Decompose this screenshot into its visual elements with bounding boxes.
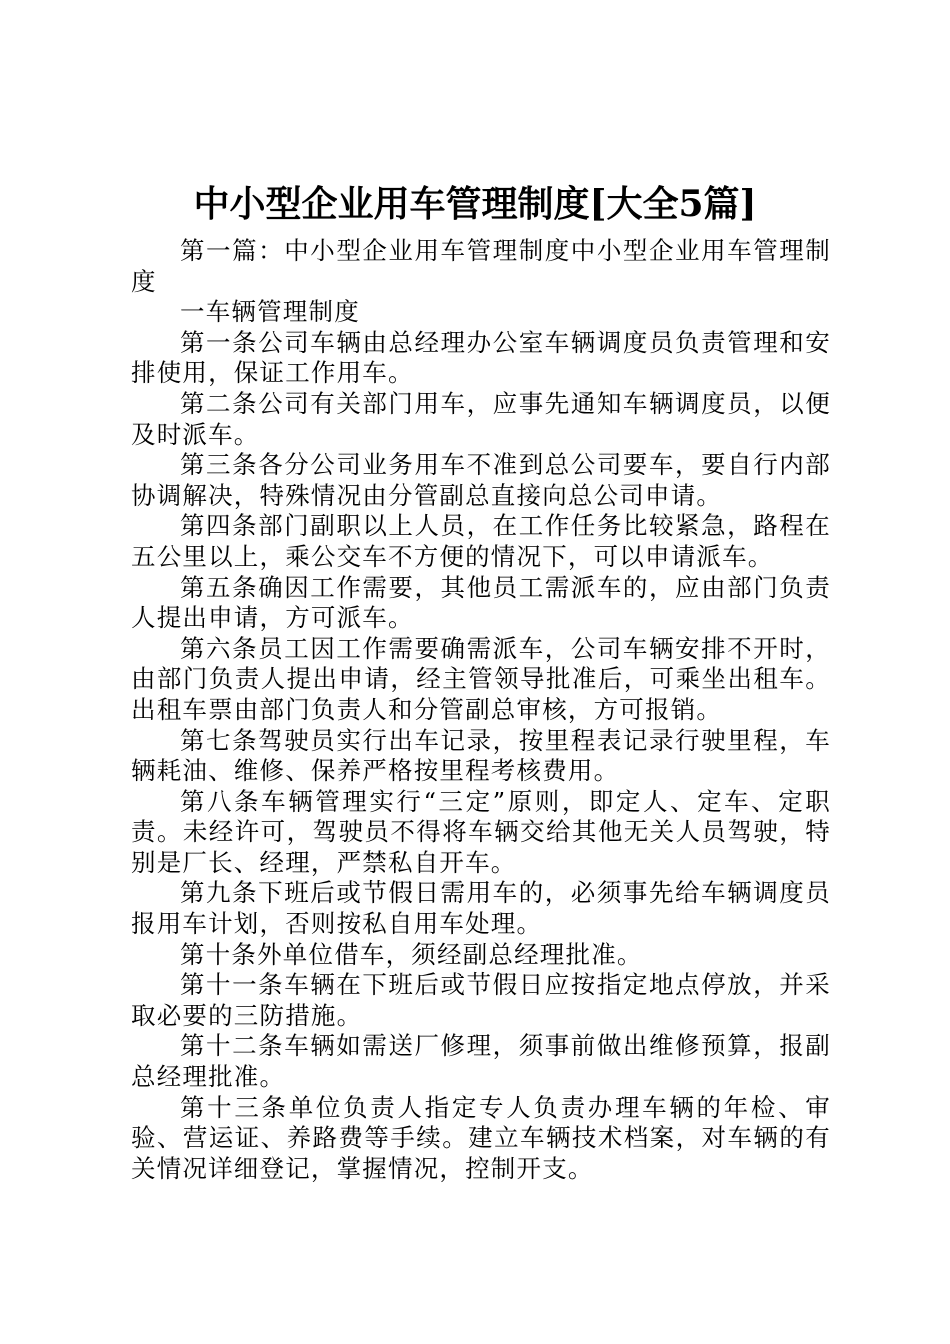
paragraph-article-1: 第一条公司车辆由总经理办公室车辆调度员负责管理和安排使用，保证工作用车。 [131,327,831,388]
paragraph-article-2: 第二条公司有关部门用车，应事先通知车辆调度员，以便及时派车。 [131,388,831,449]
document-body [131,236,831,1184]
paragraph-article-7: 第七条驾驶员实行出车记录，按里程表记录行驶里程，车辆耗油、维修、保养严格按里程考核费用。 [131,725,831,786]
paragraph-article-8: 第八条车辆管理实行“三定”原则，即定人、定车、定职责。未经许可，驾驶员不得将车辆交给其他无关人员驾驶，特别是厂长、经理，严禁私自开车。 [131,786,831,877]
paragraph-article-3: 第三条各分公司业务用车不准到总公司要车，要自行内部协调解决，特殊情况由分管副总直接向总公司申请。 [131,450,831,510]
paragraph-article-11: 第十一条车辆在下班后或节假日应按指定地点停放，并采取必要的三防措施。 [131,970,831,1030]
document-title: 中小型企业用车管理制度[大全5篇] [193,183,757,225]
paragraph-article-9: 第九条下班后或节假日需用车的，必须事先给车辆调度员报用车计划，否则按私自用车处理。 [131,878,831,939]
paragraph-chapter-heading: 第一篇：中小型企业用车管理制度中小型企业用车管理制度 [131,236,831,296]
paragraph-article-10: 第十条外单位借车，须经副总经理批准。 [180,939,643,969]
paragraph-article-4: 第四条部门副职以上人员，在工作任务比较紧急，路程在五公里以上，乘公交车不方便的情况下，可以申请派车。 [131,511,831,571]
paragraph-article-13: 第十三条单位负责人指定专人负责办理车辆的年检、审验、营运证、养路费等手续。建立车辆技术档案，对车辆的有关情况详细登记，掌握情况，控制开支。 [131,1092,831,1183]
paragraph-section-heading: 一车辆管理制度 [180,297,360,327]
paragraph-article-5: 第五条确因工作需要，其他员工需派车的，应由部门负责人提出申请，方可派车。 [131,572,831,633]
paragraph-article-6: 第六条员工因工作需要确需派车，公司车辆安排不开时，由部门负责人提出申请，经主管领导批准后，可乘坐出租车。出租车票由部门负责人和分管副总审核，方可报销。 [131,633,831,724]
paragraph-article-12: 第十二条车辆如需送厂修理，须事前做出维修预算，报副总经理批准。 [131,1031,831,1092]
